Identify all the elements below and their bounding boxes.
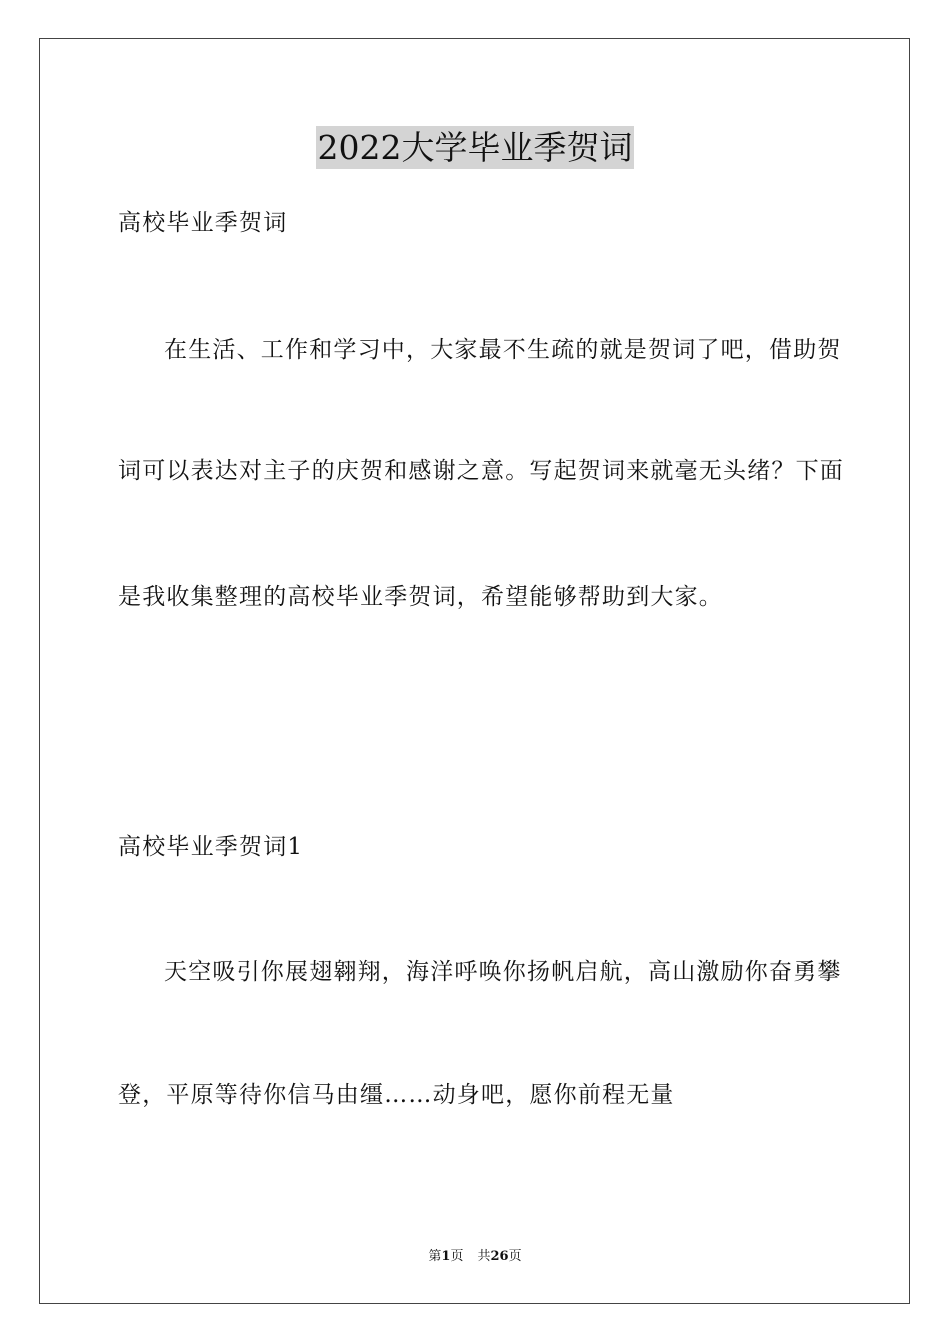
footer-total-number: 26 [490,1249,509,1264]
intro-line-2: 词可以表达对主子的庆贺和感谢之意。写起贺词来就毫无头绪？下面 [118,458,844,484]
section-heading-main: 高校毕业季贺词 [118,210,288,236]
section-heading-1: 高校毕业季贺词1 [118,834,304,860]
footer-page-suffix: 页 [450,1249,464,1264]
document-title-text: 2022大学毕业季贺词 [317,128,633,167]
intro-line-1: 在生活、工作和学习中，大家最不生疏的就是贺词了吧，借助贺 [164,337,842,363]
footer-total-prefix: 共 [477,1249,491,1264]
section1-line-1: 天空吸引你展翅翱翔，海洋呼唤你扬帆启航，高山激励你奋勇攀 [164,959,842,985]
section1-line-2: 登，平原等待你信马由缰……动身吧，愿你前程无量 [118,1082,675,1108]
footer-page-number: 1 [441,1249,451,1264]
page-footer [0,1248,950,1266]
intro-line-3: 是我收集整理的高校毕业季贺词，希望能够帮助到大家。 [118,584,723,610]
footer-total-suffix: 页 [508,1249,522,1264]
footer-page-prefix: 第 [428,1249,442,1264]
document-title [0,126,950,170]
